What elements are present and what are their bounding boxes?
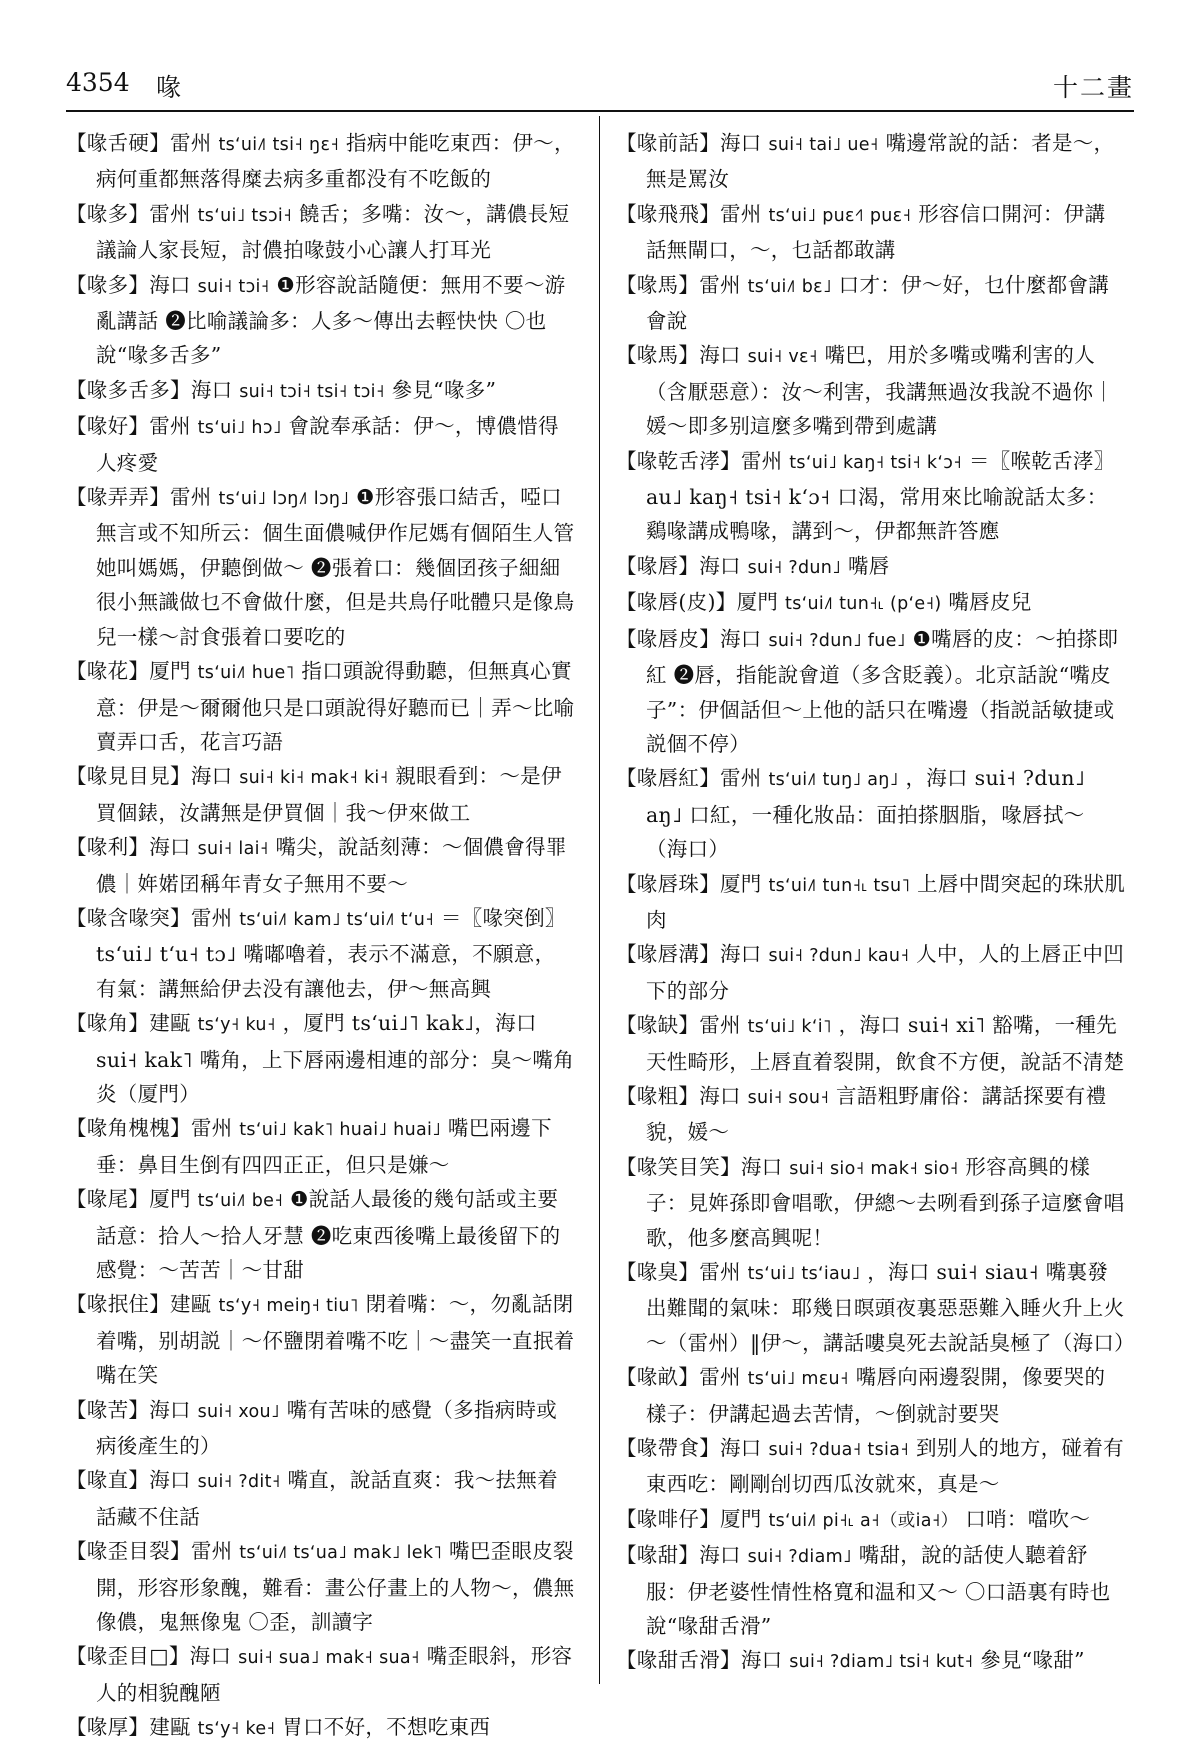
page-header	[66, 58, 1134, 110]
phonetic: tsʻui˩ tsɔi˧	[197, 205, 293, 226]
headword: 【喙多舌多】	[66, 377, 191, 402]
headword: 【喙乾舌涍】	[616, 448, 741, 473]
dialect-location: 海口	[699, 343, 741, 368]
dictionary-entry	[66, 1710, 576, 1746]
headword: 【喙甜】	[616, 1543, 700, 1568]
dialect-location: 海口	[699, 1543, 741, 1568]
phonetic: tsʻui˩˥ tun˧˪ tsu˥	[768, 875, 911, 896]
dialect-location: 海口	[740, 1154, 783, 1179]
definition: 到别人的地方，碰着有東西吃：剛剛刣切西瓜汝就來，真是～	[646, 1436, 1124, 1497]
headword: 【喙帶食】	[616, 1436, 720, 1461]
definition: 參見“喙多”	[391, 377, 497, 402]
headword: 【喙多】	[66, 272, 150, 297]
phonetic: sui˧ ?dua˧ tsia˧	[768, 1440, 910, 1461]
phonetic: sui˧ ?diam˩	[747, 1547, 852, 1568]
dialect-location: 海口	[149, 272, 191, 297]
dictionary-entry	[66, 373, 576, 409]
headword: 【喙臭】	[616, 1260, 700, 1284]
headword: 【喙前話】	[616, 131, 720, 155]
dialect-location: 海口	[720, 1436, 762, 1461]
dialect-location: 海口	[720, 626, 762, 651]
dialect-location: 海口	[149, 1468, 191, 1493]
definition: 嘴唇	[847, 553, 890, 578]
phonetic: sui˧ lai˧	[197, 839, 269, 860]
phonetic: sui˧ sua˩ mak˧ sua˧	[238, 1648, 420, 1669]
definition: 饒舌；多嘴：汝～，講儂長短議論人家長短，討儂拍喙鼓小心讓人打耳光	[96, 201, 570, 263]
headword: 【喙舌硬】	[66, 131, 170, 155]
dictionary-entry	[616, 937, 1126, 1008]
dictionary-entry	[616, 1643, 1126, 1679]
definition: 言語粗野庸俗：講話探要有禮貌，媛～	[646, 1083, 1107, 1145]
phonetic: sui˧ sou˧	[747, 1087, 830, 1108]
phonetic: tsʻui˩ lɔŋ˩˥ lɔŋ˩	[218, 489, 350, 510]
dictionary-entry	[66, 126, 576, 197]
dialect-location: 厦門	[720, 871, 762, 896]
phonetic: tsʻui˩ hɔ˩	[197, 418, 282, 439]
headword: 【喙含喙突】	[66, 905, 191, 930]
dialect-location: 建甌	[170, 1292, 212, 1317]
phonetic: tsʻui˩˥ hue˥	[197, 663, 295, 684]
dictionary-entry	[66, 1463, 576, 1534]
headword: 【喙角槐槐】	[66, 1116, 191, 1141]
phonetic: tsʻui˩˥ be˧	[197, 1191, 284, 1212]
head-character: 喙	[156, 73, 182, 102]
phonetic: sui˧ ?dun˩ kau˧	[768, 946, 910, 967]
dictionary-entry	[616, 1502, 1126, 1538]
phonetic: sui˧ vɛ˧	[747, 347, 818, 368]
definition: 嘴尖，說話刻薄：～個儂會得罪儂｜姩婼囝稱年青女子無用不要～	[96, 835, 567, 896]
dictionary-entry	[616, 585, 1126, 621]
dictionary-entry	[616, 268, 1126, 339]
headword: 【喙馬】	[616, 343, 700, 368]
phonetic: sui˧ ?diam˩ tsi˧ kut˧	[789, 1652, 974, 1673]
dialect-location: 海口	[699, 1083, 741, 1108]
dialect-location: 雷州	[149, 414, 191, 439]
dialect-location: 雷州	[740, 448, 783, 473]
dialect-location: 厦門	[149, 1187, 191, 1212]
dictionary-entry	[66, 1287, 576, 1392]
dictionary-entry	[616, 1360, 1126, 1431]
definition: ，海口 sui˧ xi˥ 豁嘴，一種先天性畸形，上唇直着裂開，飲食不方便，說話不清楚	[646, 1013, 1125, 1074]
definition: 指病中能吃東西：伊～，病何重都無落得糜去病多重都没有不吃飯的	[96, 131, 575, 192]
dialect-location: 雷州	[699, 272, 741, 297]
dictionary-entry	[616, 1538, 1126, 1643]
dialect-location: 雷州	[149, 201, 191, 226]
definition: 嘴甜，說的話使人聽着舒服：伊老婆性情性格寬和温和又～ 〇口語裏有時也說“喙甜舌滑”	[646, 1543, 1111, 1639]
dictionary-entry	[616, 1431, 1126, 1502]
definition: ❶說話人最後的幾句話或主要話意：拾人～拾人牙慧 ❷吃東西後嘴上最後留下的感覺：～苦苦｜～甘甜	[96, 1187, 561, 1282]
headword: 【喙甜舌滑】	[616, 1648, 741, 1673]
headword: 【喙見目見】	[66, 764, 191, 789]
dialect-location: 海口	[720, 131, 762, 155]
headword: 【喙厚】	[66, 1715, 150, 1740]
dialect-location: 海口	[190, 377, 233, 402]
phonetic: tsʻy˧ meiŋ˧ tiu˥	[218, 1296, 359, 1317]
headword: 【喙好】	[66, 414, 150, 439]
dictionary-entry	[66, 759, 576, 830]
dictionary-entry	[616, 197, 1126, 268]
phonetic: tsʻy˧ ku˧	[197, 1015, 276, 1036]
headword: 【喙唇溝】	[616, 942, 720, 967]
definition: 口哨：噹吹～	[965, 1506, 1091, 1531]
left-column	[66, 126, 576, 1747]
headword: 【喙馬】	[616, 272, 700, 297]
definition: 嘴有苦味的感覺（多指病時或病後產生的）	[96, 1397, 558, 1459]
definition: 嘴巴兩邊下垂：鼻目生倒有四四正正，但只是嫌～	[96, 1116, 552, 1177]
definition: 口才：伊～好，乜什麼都會講會說	[646, 272, 1110, 334]
dialect-location: 海口	[720, 942, 762, 967]
definition: 形容信口開河：伊講話無閘口，～，乜話都敢講	[646, 201, 1106, 263]
headword: 【喙抿住】	[66, 1292, 170, 1317]
definition: 嘴唇向兩邊裂開，像要哭的樣子：伊講起過去苦情，～倒就討要哭	[646, 1365, 1106, 1426]
definition: 會說奉承話：伊～，博儂惜得人疼愛	[96, 414, 559, 475]
dictionary-entry	[66, 1006, 576, 1111]
dictionary-entry	[66, 409, 576, 480]
stroke-count-label: 十二畫	[1052, 73, 1134, 102]
dialect-location: 海口	[149, 1397, 191, 1422]
headword: 【喙歪目□】	[66, 1644, 190, 1669]
headword: 【喙唇皮】	[616, 626, 720, 651]
definition: 參見“喙甜”	[980, 1648, 1085, 1673]
definition: ❶形容張口結舌，啞口無言或不知所云：個生面儂喊伊作尼媽有個陌生人管她叫媽媽，伊聽倒做～ ❷張着口：幾個囝孩子細細很小無識做乜不會做什麼，但是共鳥仔吡體只是像鳥兒一樣～討食張着口要吃的	[96, 485, 575, 649]
phonetic: sui˧ tɔi˧	[197, 276, 270, 297]
dictionary-entry	[616, 1150, 1126, 1255]
dialect-location: 雷州	[190, 1116, 233, 1141]
definition: 上唇中間突起的珠狀肌肉	[646, 871, 1126, 932]
dialect-location: 建甌	[149, 1715, 191, 1740]
phonetic: sui˧ tɔi˧ tsi˧ tɔi˧	[239, 381, 385, 402]
dialect-location: 厦門	[720, 1506, 762, 1531]
dialect-location: 建甌	[149, 1011, 191, 1036]
headword: 【喙唇珠】	[616, 871, 720, 896]
phonetic: sui˧ ?dun˩	[747, 557, 842, 578]
page-number: 4354	[66, 68, 130, 97]
dialect-location: 雷州	[720, 766, 762, 791]
phonetic: sui˧ ?dit˧	[197, 1472, 281, 1493]
definition: ❶嘴唇的皮：～拍搽即紅 ❷唇，指能說會道（多含貶義）。北京話說“嘴皮子”：伊個話但～上他的話只在嘴邊（指説話敏捷或説個不停）	[646, 626, 1119, 756]
dialect-location: 海口	[190, 764, 233, 789]
dictionary-entry	[66, 480, 576, 654]
phonetic: tsʻui˩ tsʻiau˩	[747, 1264, 861, 1284]
dialect-location: 海口	[699, 553, 741, 578]
phonetic: tsʻui˩˥ tsi˧ ŋɛ˧	[218, 135, 340, 155]
dictionary-entry	[616, 867, 1126, 938]
column-divider	[599, 116, 600, 1684]
dialect-location: 海口	[149, 835, 191, 860]
phonetic: tsʻui˩ kaŋ˧ tsi˧ kʻɔ˧	[789, 452, 963, 473]
definition: ，海口 sui˧ ?dun˩ aŋ˩ 口紅，一種化妝品：面拍搽胭脂，喙唇拭～（海口）	[646, 766, 1086, 862]
headword: 【喙笑目笑】	[616, 1154, 741, 1179]
definition: 胃口不好，不想吃東西	[282, 1715, 491, 1740]
headword: 【喙花】	[66, 659, 150, 684]
dictionary-entry	[616, 1255, 1135, 1360]
phonetic: tsʻy˧ ke˧	[197, 1719, 276, 1740]
dictionary-entry	[616, 338, 1126, 443]
header-rule	[66, 110, 1134, 112]
definition: 形容高興的樣子：見姩孫即會唱歌，伊總～去咧看到孫子這麼會唱歌，他多麼高興呢！	[646, 1154, 1125, 1250]
headword: 【喙唇(皮)】	[616, 590, 737, 615]
dialect-location: 厦門	[149, 659, 191, 684]
dialect-location: 厦門	[736, 590, 779, 615]
definition: ，海口 sui˧ siau˧ 嘴裏發出難聞的氣味：耶幾日暝頭夜裏惡惡難入睡火升上火～（雷州）‖伊～，講話嘍臭死去說話臭極了（海口）	[646, 1260, 1135, 1355]
dictionary-entry	[66, 1393, 576, 1464]
definition: 嘴巴歪眼皮裂開，形容形象醜，難看：畫公仔畫上的人物～，儂無像儂，鬼無像鬼 〇歪，訓讀字	[96, 1539, 575, 1635]
dialect-location: 海口	[189, 1644, 232, 1669]
definition: 閉着嘴：～，勿亂話閉着嘴，别胡説｜～伓鹽閉着嘴不吃｜～盡笑一直抿着嘴在笑	[96, 1292, 575, 1388]
headword: 【喙啡仔】	[616, 1506, 720, 1531]
dialect-location: 雷州	[699, 1260, 741, 1284]
definition: 嘴邊常說的話：者是～，無是罵汝	[646, 131, 1115, 192]
dictionary-entry	[66, 268, 576, 373]
phonetic: sui˧ xou˩	[197, 1401, 280, 1422]
definition: ＝〖喙突倒〗tsʻui˩ tʻu˧ tɔ˩ 嘴嘟嚕着，表示不滿意，不願意，有氣：講無給伊去没有讓他去，伊～無高興	[96, 905, 566, 1001]
definition: 嘴唇皮兒	[948, 590, 1032, 615]
dialect-location: 雷州	[699, 1365, 741, 1390]
dialect-location: 雷州	[170, 485, 212, 510]
right-column	[616, 126, 1135, 1680]
headword: 【喙粗】	[616, 1083, 700, 1108]
dialect-location: 雷州	[699, 1013, 741, 1038]
phonetic: sui˧ sio˧ mak˧ sio˧	[789, 1158, 959, 1179]
dialect-location: 雷州	[190, 905, 233, 930]
headword: 【喙多】	[66, 201, 150, 226]
dictionary-entry	[616, 622, 1126, 762]
dictionary-entry	[66, 1534, 576, 1639]
dictionary-entry	[66, 1111, 576, 1182]
phonetic: tsʻui˩˥ tun˧˪ (pʻe˧)	[785, 594, 942, 615]
dialect-location: 雷州	[720, 201, 762, 226]
headword: 【喙苦】	[66, 1397, 150, 1422]
dictionary-entry	[66, 901, 576, 1006]
dictionary-entry	[66, 830, 576, 901]
phonetic: tsʻui˩ puɛ˧˥ puɛ˧	[768, 205, 912, 226]
dictionary-entry	[66, 1639, 576, 1710]
headword: 【喙畝】	[616, 1365, 700, 1390]
definition: 嘴直，說話直爽：我～抾無着話藏不住話	[96, 1468, 558, 1529]
headword: 【喙歪目裂】	[66, 1539, 191, 1564]
phonetic: sui˧ ki˧ mak˧ ki˧	[239, 768, 389, 789]
headword: 【喙缺】	[616, 1013, 700, 1038]
definition: 指口頭說得動聽，但無真心實意：伊是～爾爾他只是口頭說得好聽而已｜弄～比喻賣弄口舌，花言巧語	[96, 659, 575, 754]
headword: 【喙尾】	[66, 1187, 150, 1212]
definition: ＝〖喉乾舌涍〗au˩ kaŋ˧ tsi˧ kʻɔ˧ 口渴，常用來比喻說話太多：鷄喙講成鴨喙，講到～，伊都無許答應	[646, 448, 1115, 544]
dictionary-entry	[616, 444, 1126, 549]
headword: 【喙唇】	[616, 553, 700, 578]
dictionary-entry	[616, 1079, 1126, 1150]
phonetic: sui˧ ?dun˩ fue˩	[768, 630, 906, 651]
dictionary-entry	[66, 197, 576, 268]
phonetic: tsʻui˩ mɛu˧	[747, 1369, 849, 1390]
dialect-location: 海口	[740, 1648, 783, 1673]
phonetic: tsʻui˩ kʻi˥	[747, 1017, 832, 1038]
definition: ❶形容說話隨便：無用不要～游亂講話 ❷比喻議論多：人多～傳出去輕快快 〇也說“喙多舌多”	[96, 272, 566, 368]
definition: 親眼看到：～是伊買個錶，汝講無是伊買個｜我～伊來做工	[96, 764, 562, 825]
definition: 嘴歪眼斜，形容人的相貌醜陋	[96, 1644, 573, 1705]
headword: 【喙利】	[66, 835, 150, 860]
phonetic: tsʻui˩˥ pi˧˪ a˧（或ia˧）	[768, 1510, 959, 1531]
definition: 嘴巴，用於多嘴或嘴利害的人（含厭惡意）：汝～利害，我講無過汝我說不過你｜媛～即多别這麼多嘴到帶到處講	[646, 343, 1115, 439]
phonetic: tsʻui˩˥ kam˩ tsʻui˩˥ tʻu˧	[239, 909, 435, 930]
dictionary-entry	[616, 549, 1126, 585]
dictionary-entry	[66, 654, 576, 759]
headword: 【喙弄弄】	[66, 485, 170, 510]
dictionary-entry	[66, 1182, 576, 1287]
phonetic: sui˧ tai˩ ue˧	[768, 135, 879, 155]
headword: 【喙飛飛】	[616, 201, 720, 226]
definition: 人中，人的上唇正中凹下的部分	[646, 942, 1125, 1003]
phonetic: tsʻui˩˥ bɛ˩	[747, 276, 832, 297]
phonetic: tsʻui˩˥ tuŋ˩ aŋ˩	[768, 770, 899, 791]
dictionary-entry	[616, 1008, 1126, 1079]
headword: 【喙直】	[66, 1468, 150, 1493]
headword: 【喙唇紅】	[616, 766, 720, 791]
dialect-location: 雷州	[170, 131, 212, 155]
headword: 【喙角】	[66, 1011, 150, 1036]
definition: ，厦門 tsʻui˩˥ kak˩，海口 sui˧ kak˥ 嘴角，上下唇兩邊相連的部分：臭～嘴角炎（厦門）	[96, 1011, 574, 1106]
dialect-location: 雷州	[190, 1539, 233, 1564]
phonetic: tsʻui˩˥ tsʻua˩ mak˩ lek˥	[239, 1543, 443, 1564]
phonetic: tsʻui˩ kak˥ huai˩ huai˩	[239, 1120, 442, 1141]
dictionary-entry	[616, 761, 1126, 866]
dictionary-entry	[616, 126, 1126, 197]
